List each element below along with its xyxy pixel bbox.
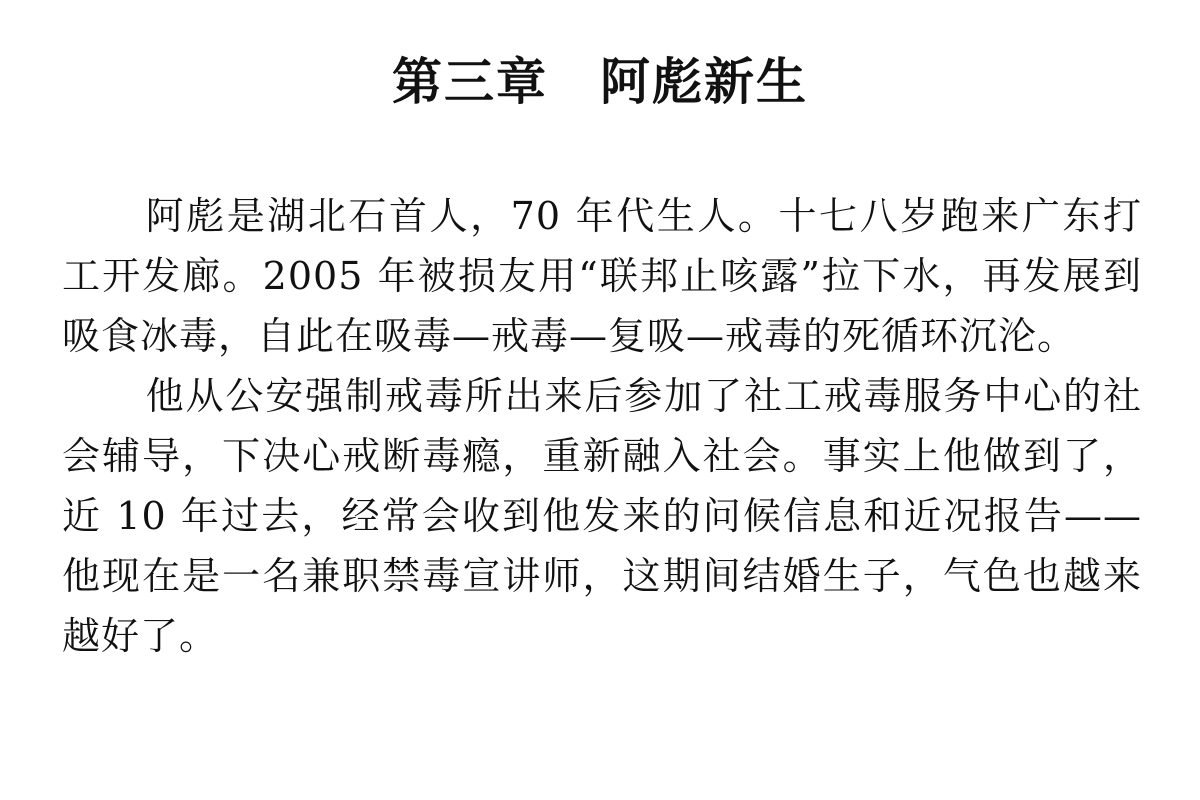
paragraph-2: 他从公安强制戒毒所出来后参加了社工戒毒服务中心的社会辅导，下决心戒断毒瘾，重新融入社会。事实上他做到了，近 10 年过去，经常会收到他发来的问候信息和近况报告——他现在是一名兼职禁毒宣讲师，这期间结婚生子，气色也越来越好了。	[62, 374, 1142, 658]
paragraph-1: 阿彪是湖北石首人，70 年代生人。十七八岁跑来广东打工开发廊。2005 年被损友用“联邦止咳露”拉下水，再发展到吸食冰毒，自此在吸毒—戒毒—复吸—戒毒的死循环沉沦。	[62, 194, 1142, 358]
body-text	[62, 186, 1142, 666]
chapter-title: 第三章 阿彪新生	[392, 52, 808, 111]
